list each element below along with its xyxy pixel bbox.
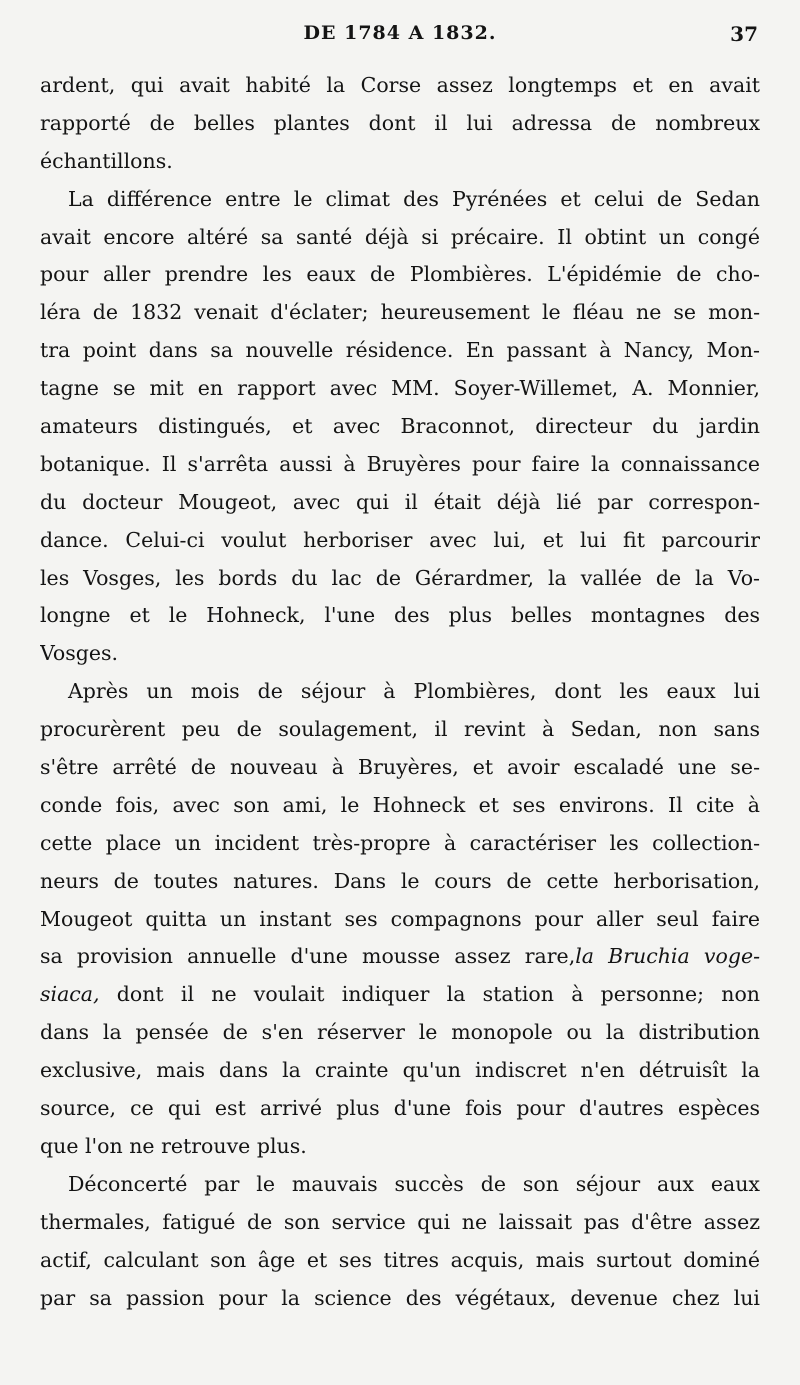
text-line: exclusive, mais dans la crainte qu'un indiscret n'en détruisît la — [40, 1058, 760, 1083]
text-line: échantillons. — [40, 148, 173, 173]
text-line: thermales, fatigué de son service qui ne laissait pas d'être assez — [40, 1209, 760, 1234]
text-line: procurèrent peu de soulagement, il revint à Sedan, non sans — [40, 717, 760, 742]
text-line: ardent, qui avait habité la Corse assez longtemps et en avait — [40, 73, 760, 97]
text-line: Vosges. — [40, 641, 119, 666]
text-line: du docteur Mougeot, avec qui il était déjà lié par correspon- — [40, 489, 760, 514]
text-line: amateurs distingués, et avec Braconnot, directeur du jardin — [40, 414, 760, 439]
text-line: Mougeot quitta un instant ses compagnons pour aller seul faire — [40, 906, 760, 931]
text-line: Déconcerté par le mauvais succès de son séjour aux eaux — [68, 1171, 760, 1196]
text-line: dans la pensée de s'en réserver le monopole ou la distribution — [40, 1020, 760, 1045]
text-line: que l'on ne retrouve plus. — [40, 1133, 307, 1158]
text-segment: dont il ne voulait indiquer la station à personne; non — [116, 982, 760, 1007]
running-head-title: DE 1784 A 1832. — [303, 22, 497, 44]
text-line: source, ce qui est arrivé plus d'une fois pour d'autres espèces — [40, 1096, 760, 1121]
text-line: tagne se mit en rapport avec MM. Soyer-Willemet, A. Monnier, — [40, 376, 760, 401]
text-line: avait encore altéré sa santé déjà si précaire. Il obtint un congé — [40, 224, 760, 249]
text-line: les Vosges, les bords du lac de Gérardmer, la vallée de la Vo- — [40, 565, 760, 590]
text-line: rapporté de belles plantes dont il lui adressa de nombreux — [40, 110, 760, 135]
text-line: botanique. Il s'arrêta aussi à Bruyères pour faire la connaissance — [40, 451, 760, 476]
text-line: dance. Celui-ci voulut herboriser avec lui, et lui fit parcourir — [40, 527, 760, 552]
species-name-italic: siaca, — [40, 982, 100, 1007]
text-segment: sa provision annuelle d'une mousse assez rare, — [40, 944, 576, 969]
running-head — [40, 20, 760, 54]
text-line: léra de 1832 venait d'éclater; heureusement le fléau ne se mon- — [40, 300, 760, 325]
text-line: pour aller prendre les eaux de Plombières. L'épidémie de cho- — [40, 262, 760, 287]
text-line — [40, 976, 760, 1014]
text-line: tra point dans sa nouvelle résidence. En passant à Nancy, Mon- — [40, 338, 760, 363]
text-line — [40, 938, 760, 976]
text-line: La différence entre le climat des Pyrénées et celui de Sedan — [68, 186, 760, 211]
body-text — [40, 67, 760, 1317]
text-line: longne et le Hohneck, l'une des plus belles montagnes des — [40, 603, 760, 628]
text-line: cette place un incident très-propre à caractériser les collection- — [40, 830, 760, 855]
text-line: neurs de toutes natures. Dans le cours de cette herborisation, — [40, 868, 760, 893]
text-line: s'être arrêté de nouveau à Bruyères, et avoir escaladé une se- — [40, 755, 760, 780]
text-line: conde fois, avec son ami, le Hohneck et ses environs. Il cite à — [40, 792, 760, 817]
species-name-italic: la Bruchia voge- — [575, 944, 760, 969]
text-line: actif, calculant son âge et ses titres acquis, mais surtout dominé — [40, 1247, 760, 1272]
text-line: Après un mois de séjour à Plombières, dont les eaux lui — [68, 679, 760, 704]
page-number: 37 — [730, 22, 758, 46]
text-line: par sa passion pour la science des végétaux, devenue chez lui — [40, 1285, 760, 1310]
